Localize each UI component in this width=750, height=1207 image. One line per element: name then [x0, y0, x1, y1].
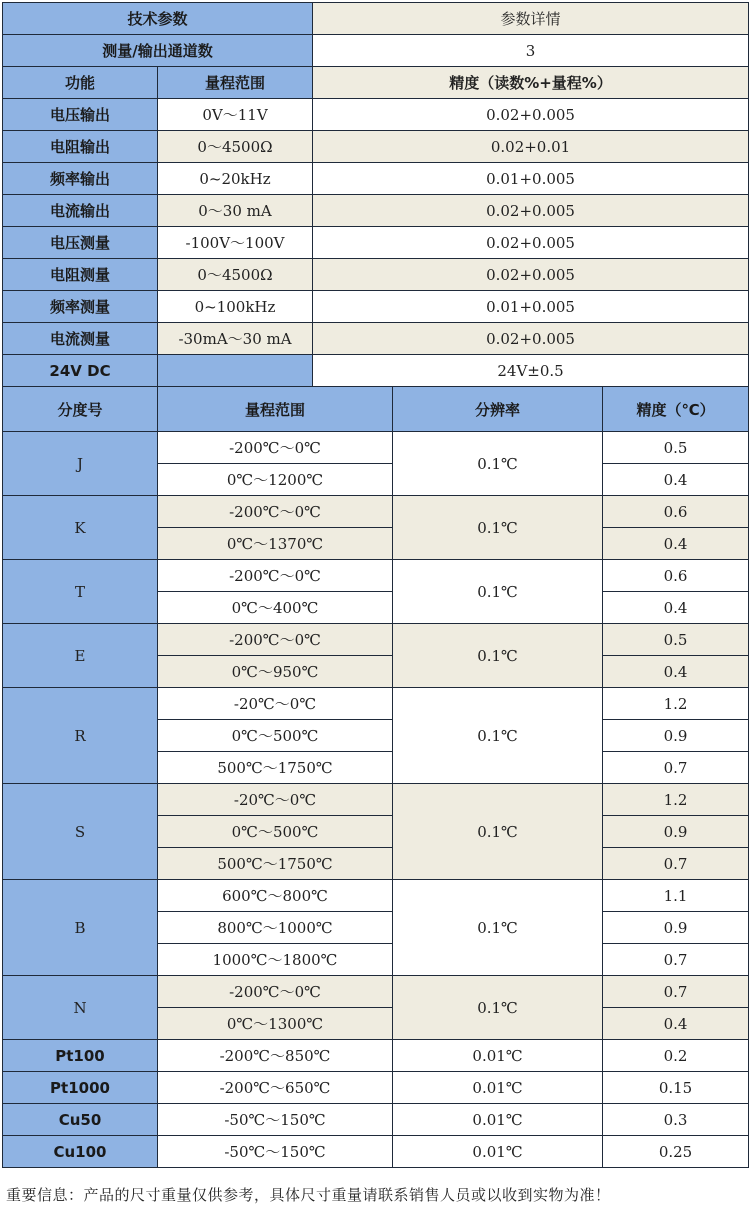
function-range: -100V～100V [158, 227, 313, 259]
function-row [3, 163, 749, 195]
power-label: 24V DC [3, 355, 158, 387]
function-range: 0~20kHz [158, 163, 313, 195]
tc-type: S [3, 784, 158, 880]
tc-range: 0℃～1370℃ [158, 528, 393, 560]
tc-row [3, 976, 749, 1008]
tc-header-row [3, 387, 749, 432]
tc-range: -20℃～0℃ [158, 688, 393, 720]
tc-range: -200℃～0℃ [158, 432, 393, 464]
tc-accuracy: 1.1 [603, 880, 749, 912]
rtd-row [3, 1040, 749, 1072]
tc-range: 0℃～500℃ [158, 816, 393, 848]
function-range: 0V～11V [158, 99, 313, 131]
tc-range: 0℃～950℃ [158, 656, 393, 688]
tc-accuracy: 0.9 [603, 816, 749, 848]
tc-resolution-header: 分辨率 [393, 387, 603, 432]
function-name: 频率输出 [3, 163, 158, 195]
tc-accuracy: 0.4 [603, 528, 749, 560]
function-row [3, 291, 749, 323]
function-name: 电流输出 [3, 195, 158, 227]
rtd-type: Cu50 [3, 1104, 158, 1136]
function-name: 电流测量 [3, 323, 158, 355]
function-accuracy: 0.01+0.005 [313, 163, 749, 195]
tc-accuracy: 0.7 [603, 944, 749, 976]
power-row [3, 355, 749, 387]
tc-range: 0℃～500℃ [158, 720, 393, 752]
tc-range: -200℃～0℃ [158, 496, 393, 528]
tc-range-header: 量程范围 [158, 387, 393, 432]
tc-accuracy: 0.7 [603, 976, 749, 1008]
tc-range: -200℃～0℃ [158, 560, 393, 592]
tc-row [3, 880, 749, 912]
tc-range: 0℃～400℃ [158, 592, 393, 624]
header-row [3, 3, 749, 35]
function-name: 电阻输出 [3, 131, 158, 163]
function-name: 频率测量 [3, 291, 158, 323]
channels-row [3, 35, 749, 67]
tc-accuracy: 0.7 [603, 848, 749, 880]
tc-resolution: 0.1℃ [393, 976, 603, 1040]
tc-resolution: 0.1℃ [393, 496, 603, 560]
rtd-accuracy: 0.15 [603, 1072, 749, 1104]
tc-row [3, 624, 749, 656]
spec-table [2, 2, 749, 1168]
tc-row [3, 688, 749, 720]
rtd-row [3, 1072, 749, 1104]
header-detail: 参数详情 [313, 3, 749, 35]
tc-resolution: 0.1℃ [393, 432, 603, 496]
tc-row [3, 784, 749, 816]
tc-range: 800℃～1000℃ [158, 912, 393, 944]
col-func-header: 功能 [3, 67, 158, 99]
col-acc-header: 精度（读数%+量程%） [313, 67, 749, 99]
tc-type: N [3, 976, 158, 1040]
tc-accuracy: 0.4 [603, 1008, 749, 1040]
function-row [3, 227, 749, 259]
tc-row [3, 560, 749, 592]
rtd-type: Pt1000 [3, 1072, 158, 1104]
power-value: 24V±0.5 [313, 355, 749, 387]
function-row [3, 195, 749, 227]
tc-range: 0℃～1300℃ [158, 1008, 393, 1040]
footer-note: 重要信息：产品的尺寸重量仅供参考，具体尺寸重量请联系销售人员或以收到实物为准！ [6, 1186, 611, 1204]
tc-accuracy: 1.2 [603, 688, 749, 720]
function-range: 0~100kHz [158, 291, 313, 323]
rtd-row [3, 1136, 749, 1168]
rtd-range: -50℃～150℃ [158, 1104, 393, 1136]
tc-accuracy: 0.9 [603, 720, 749, 752]
tc-type: K [3, 496, 158, 560]
tc-range: 0℃～1200℃ [158, 464, 393, 496]
tc-resolution: 0.1℃ [393, 784, 603, 880]
rtd-resolution: 0.01℃ [393, 1072, 603, 1104]
tc-range: -20℃～0℃ [158, 784, 393, 816]
tc-accuracy: 0.4 [603, 656, 749, 688]
tc-accuracy: 1.2 [603, 784, 749, 816]
rtd-range: -200℃～850℃ [158, 1040, 393, 1072]
tc-type: B [3, 880, 158, 976]
tc-accuracy: 0.6 [603, 560, 749, 592]
function-name: 电阻测量 [3, 259, 158, 291]
tc-range: 500℃～1750℃ [158, 752, 393, 784]
rtd-row [3, 1104, 749, 1136]
function-row [3, 259, 749, 291]
tc-range: 1000℃～1800℃ [158, 944, 393, 976]
function-accuracy: 0.02+0.005 [313, 323, 749, 355]
tc-type: R [3, 688, 158, 784]
tc-row [3, 432, 749, 464]
rtd-range: -200℃～650℃ [158, 1072, 393, 1104]
tc-resolution: 0.1℃ [393, 688, 603, 784]
tc-range: 500℃～1750℃ [158, 848, 393, 880]
rtd-accuracy: 0.25 [603, 1136, 749, 1168]
tc-resolution: 0.1℃ [393, 624, 603, 688]
rtd-type: Pt100 [3, 1040, 158, 1072]
tc-accuracy-header: 精度（℃） [603, 387, 749, 432]
channels-value: 3 [313, 35, 749, 67]
function-accuracy: 0.02+0.005 [313, 259, 749, 291]
function-range: 0～4500Ω [158, 259, 313, 291]
function-row [3, 131, 749, 163]
tc-type: T [3, 560, 158, 624]
rtd-resolution: 0.01℃ [393, 1040, 603, 1072]
tc-range: 600℃～800℃ [158, 880, 393, 912]
tc-accuracy: 0.7 [603, 752, 749, 784]
col-range-header: 量程范围 [158, 67, 313, 99]
function-range: -30mA～30 mA [158, 323, 313, 355]
tc-row [3, 496, 749, 528]
header-param: 技术参数 [3, 3, 313, 35]
rtd-accuracy: 0.3 [603, 1104, 749, 1136]
tc-accuracy: 0.9 [603, 912, 749, 944]
rtd-resolution: 0.01℃ [393, 1104, 603, 1136]
tc-accuracy: 0.4 [603, 464, 749, 496]
rtd-resolution: 0.01℃ [393, 1136, 603, 1168]
function-range: 0～30 mA [158, 195, 313, 227]
tc-accuracy: 0.4 [603, 592, 749, 624]
tc-type: E [3, 624, 158, 688]
tc-accuracy: 0.5 [603, 432, 749, 464]
tc-accuracy: 0.6 [603, 496, 749, 528]
function-accuracy: 0.02+0.005 [313, 195, 749, 227]
rtd-type: Cu100 [3, 1136, 158, 1168]
function-range: 0～4500Ω [158, 131, 313, 163]
function-name: 电压测量 [3, 227, 158, 259]
tc-resolution: 0.1℃ [393, 880, 603, 976]
function-row [3, 99, 749, 131]
function-name: 电压输出 [3, 99, 158, 131]
tc-type-header: 分度号 [3, 387, 158, 432]
tc-accuracy: 0.5 [603, 624, 749, 656]
power-range-empty [158, 355, 313, 387]
function-accuracy: 0.01+0.005 [313, 291, 749, 323]
function-accuracy: 0.02+0.01 [313, 131, 749, 163]
tc-range: -200℃～0℃ [158, 624, 393, 656]
rtd-range: -50℃～150℃ [158, 1136, 393, 1168]
spec-table-body [3, 3, 749, 1168]
tc-resolution: 0.1℃ [393, 560, 603, 624]
function-row [3, 323, 749, 355]
tc-range: -200℃～0℃ [158, 976, 393, 1008]
rtd-accuracy: 0.2 [603, 1040, 749, 1072]
function-accuracy: 0.02+0.005 [313, 227, 749, 259]
tc-type: J [3, 432, 158, 496]
channels-label: 测量/输出通道数 [3, 35, 313, 67]
function-accuracy: 0.02+0.005 [313, 99, 749, 131]
func-header-row [3, 67, 749, 99]
